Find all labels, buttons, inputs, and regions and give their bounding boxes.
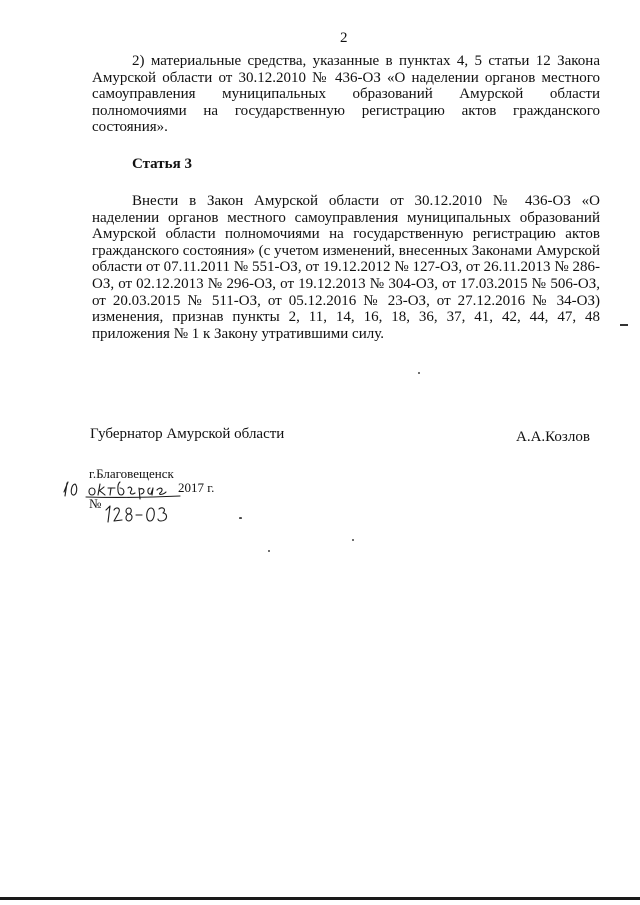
margin-mark xyxy=(620,324,628,326)
scan-speck xyxy=(352,539,354,541)
paragraph-amendments: Внести в Закон Амурской области от 30.12.2010 № 436-ОЗ «О наделении органов местного самоуправления муниципальных образований Амурской области полномочиями на государственную регистрацию актов гражданского состояния» (с учетом изменений, внесенных Законами Амурской области от 07.11.2011 № 551-ОЗ, от 19.12.2012 № 127-ОЗ, от 26.11.2013 № 286-ОЗ, от 02.12.2013 № 296-ОЗ, от 19.12.2013 № 304-ОЗ, от 17.03.2015 № 506-ОЗ, от 20.03.2015 № 511-ОЗ, от 05.12.2016 № 23-ОЗ, от 27.12.2016 № 34-ОЗ) изменения, признав пункты 2, 11, 14, 16, 18, 36, 37, 41, 42, 44, 47, 48 приложения № 1 к Закону утратившими силу. xyxy=(92,193,600,342)
page-number: 2 xyxy=(340,30,348,46)
governor-name: А.А.Козлов xyxy=(516,429,590,445)
governor-title: Губернатор Амурской области xyxy=(90,426,285,442)
article-heading: Статья 3 xyxy=(132,156,192,172)
scan-bottom-edge xyxy=(0,897,640,900)
law-number-prefix: № xyxy=(89,496,102,511)
handwritten-number xyxy=(104,500,174,526)
scan-speck xyxy=(268,550,270,552)
paragraph-material-resources: 2) материальные средства, указанные в пунктах 4, 5 статьи 12 Закона Амурской области от 30.12.2010 № 436-ОЗ «О наделении органов местного самоуправления муниципальных образований Амурской области полномочиями на государственную регистрацию актов гражданского состояния». xyxy=(92,53,600,136)
signing-place: г.Благовещенск xyxy=(89,466,174,481)
scan-speck xyxy=(418,372,420,374)
date-year: 2017 г. xyxy=(178,480,215,495)
scan-speck xyxy=(239,517,242,519)
